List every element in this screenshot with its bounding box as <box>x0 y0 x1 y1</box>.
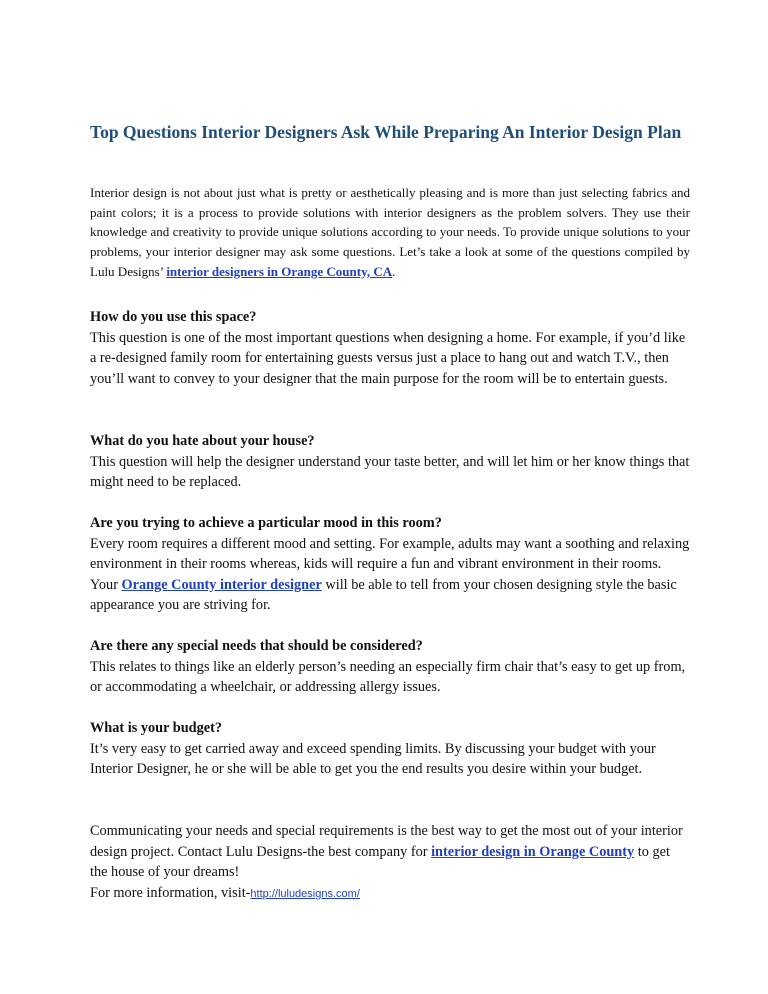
body-text: to get the house of your dreams! <box>90 843 670 881</box>
body-text: Communicating your needs and special requirements is the best way to get the most out of your interior design project. Contact Lulu Designs-the best company for <box>90 823 683 860</box>
question-body: This question is one of the most important questions when designing a home. For example, if you’d like a re-designed family room for entertaining guests versus just a place to hang out and watch T.V., then you’ll want to convey to your designer that the main purpose for the room will be to entertain guests. <box>90 329 686 387</box>
question-section-special-needs <box>90 636 690 698</box>
question-section-budget <box>90 718 690 780</box>
question-section-use-space <box>90 307 690 389</box>
body-text: Every room requires a different mood and setting. For example, adults may want a soothing and relaxing environment in their rooms whereas, kids will require a fun and vibrant environment in their rooms. Your <box>90 535 690 593</box>
intro-end: . <box>392 263 396 279</box>
website-link[interactable]: http://luludesigns.com/ <box>250 887 360 900</box>
question-heading: What do you hate about your house? <box>90 433 315 449</box>
closing-section <box>90 821 690 904</box>
more-info-line <box>90 883 690 905</box>
intro-text: Interior design is not about just what is pretty or aesthetically pleasing and is more than just selecting fabrics and paint colors; it is a process to provide solutions with interior designers as the problem solvers. They use their knowledge and creativity to provide unique solutions according to your needs. To provide unique solutions to your problems, your interior designer may ask some questions. Let’s take a look at some of the questions compiled by Lulu Designs’ <box>90 185 690 279</box>
question-section-hate-house <box>90 431 690 493</box>
page-title: Top Questions Interior Designers Ask While Preparing An Interior Design Plan <box>90 122 682 142</box>
question-heading: Are there any special needs that should be considered? <box>90 638 423 654</box>
question-section-mood <box>90 513 690 616</box>
question-body <box>90 534 690 616</box>
question-body: This relates to things like an elderly person’s needing an especially firm chair that’s easy to get up from, or accommodating a wheelchair, or addressing allergy issues. <box>90 658 686 696</box>
body-text: will be able to tell from your chosen designing style the basic appearance you are striving for. <box>90 576 677 614</box>
question-heading: What is your budget? <box>90 720 223 736</box>
intro-paragraph <box>90 183 690 282</box>
question-body: This question will help the designer understand your taste better, and will let him or her know things that might need to be replaced. <box>90 453 690 491</box>
question-body: It’s very easy to get carried away and exceed spending limits. By discussing your budget with your Interior Designer, he or she will be able to get you the end results you desire within your budget. <box>90 740 656 778</box>
interior-designers-oc-link[interactable]: interior designers in Orange County, CA <box>166 263 393 279</box>
question-heading: How do you use this space? <box>90 309 257 325</box>
question-heading: Are you trying to achieve a particular mood in this room? <box>90 515 442 531</box>
oc-interior-designer-link[interactable]: Orange County interior designer <box>121 576 322 593</box>
closing-paragraph <box>90 821 690 883</box>
more-info-label: For more information, visit- <box>90 884 251 901</box>
interior-design-oc-link[interactable]: interior design in Orange County <box>431 843 635 860</box>
